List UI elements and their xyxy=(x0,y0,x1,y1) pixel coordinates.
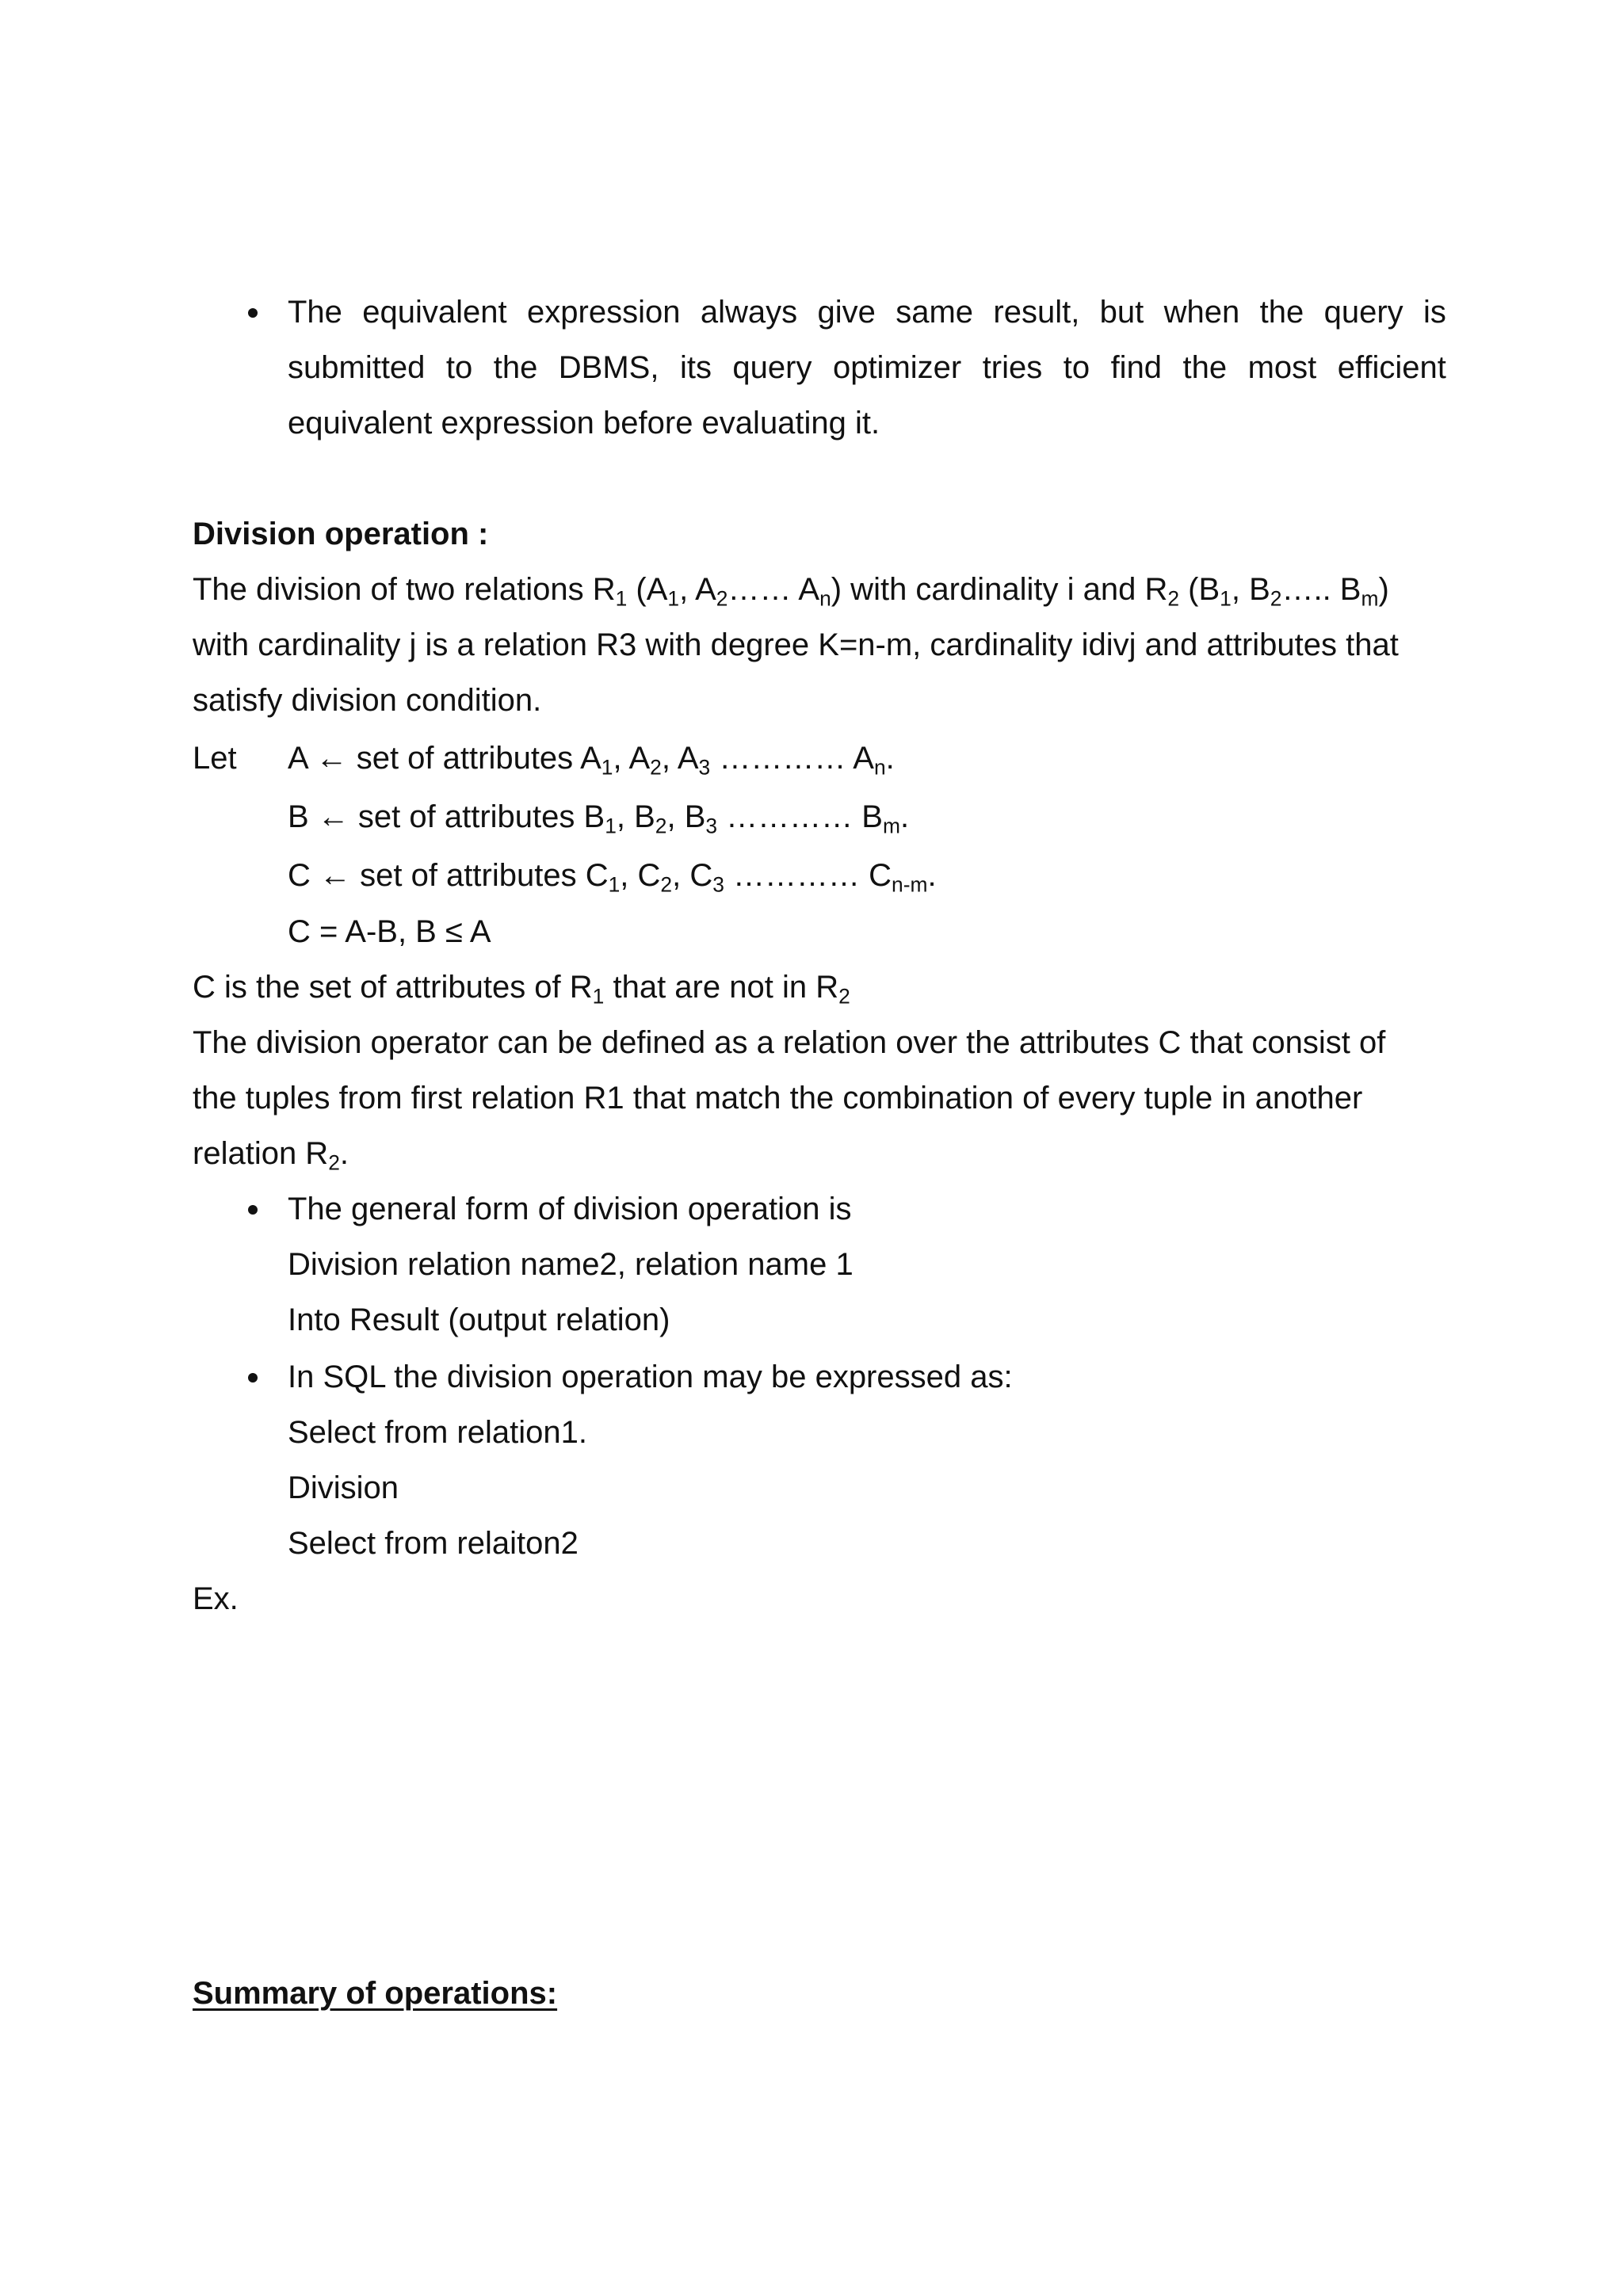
word: query xyxy=(732,350,812,385)
division-heading: Division operation : xyxy=(193,517,489,551)
word: to xyxy=(445,350,473,385)
general-form-line-2: Division relation name2, relation name 1 xyxy=(288,1247,854,1282)
word: give xyxy=(817,295,876,330)
word: to xyxy=(1063,350,1090,385)
sql-form-line-2: Select from relation1. xyxy=(288,1415,587,1450)
word: same xyxy=(896,295,974,330)
bullet-marker xyxy=(248,1205,258,1215)
word: the xyxy=(1259,295,1304,330)
intro-line-1 xyxy=(288,293,1446,331)
word: query xyxy=(1323,295,1403,330)
sql-form-line-4: Select from relaiton2 xyxy=(288,1526,579,1561)
division-paragraph-line-3: satisfy division condition. xyxy=(193,683,542,718)
word: most xyxy=(1247,350,1317,385)
intro-line-3: equivalent expression before evaluating it. xyxy=(288,406,880,441)
word: when xyxy=(1163,295,1240,330)
word: but xyxy=(1099,295,1144,330)
word: efficient xyxy=(1337,350,1446,385)
word: the xyxy=(1182,350,1228,385)
word: is xyxy=(1423,295,1446,330)
let-b-definition: B ← set of attributes $B_1$, $B_2$, $B_3$ ………… $B_m$. xyxy=(288,799,910,838)
word: DBMS, xyxy=(558,350,659,385)
let-equation: C = A-B, B ≤ A xyxy=(288,914,491,949)
division-paragraph-line-2: with cardinality j is a relation R3 with degree K=n-m, cardinality idivj and attributes that xyxy=(193,627,1399,662)
intro-line-2 xyxy=(288,349,1446,387)
word: its xyxy=(679,350,712,385)
sql-form-line-1: In SQL the division operation may be expressed as: xyxy=(288,1360,1013,1394)
word: the xyxy=(493,350,538,385)
word: optimizer xyxy=(832,350,962,385)
word: find xyxy=(1110,350,1163,385)
operator-definition-line-1: The division operator can be defined as a relation over the attributes C that consist of xyxy=(193,1025,1386,1060)
word: submitted xyxy=(288,350,426,385)
summary-heading: Summary of operations: xyxy=(193,1976,558,2011)
c-definition: C is the set of attributes of $R_1$ that are not in $R_2$ xyxy=(193,970,850,1009)
example-label: Ex. xyxy=(193,1581,239,1616)
bullet-marker xyxy=(248,1373,258,1383)
division-paragraph-line-1: The division of two relations $R_1$ ($A_1$, $A_2\dots\dots$ $A_n$) with cardinality i and $R_2$ ($B_1$, $B_2\dots$.. $B_m$) xyxy=(193,572,1389,611)
let-label: Let xyxy=(193,741,237,776)
sql-form-line-3: Division xyxy=(288,1470,399,1505)
operator-definition-line-2: the tuples from first relation R1 that match the combination of every tuple in another xyxy=(193,1081,1363,1116)
word: expression xyxy=(527,295,681,330)
operator-definition-line-3: relation $R_2$. xyxy=(193,1136,349,1175)
word: tries xyxy=(982,350,1043,385)
let-a-definition: A ← set of attributes $A_1$, $A_2$, $A_3$ ………… $A_n$. xyxy=(288,741,895,780)
word: The xyxy=(288,295,342,330)
bullet-marker xyxy=(248,308,258,318)
word: result, xyxy=(993,295,1080,330)
word: equivalent xyxy=(362,295,507,330)
let-c-definition: C ← set of attributes $C_1$, $C_2$, $C_3$ ………… $C_{n-m}$. xyxy=(288,858,937,897)
general-form-line-3: Into Result (output relation) xyxy=(288,1302,670,1337)
word: always xyxy=(700,295,798,330)
general-form-line-1: The general form of division operation is xyxy=(288,1192,852,1226)
